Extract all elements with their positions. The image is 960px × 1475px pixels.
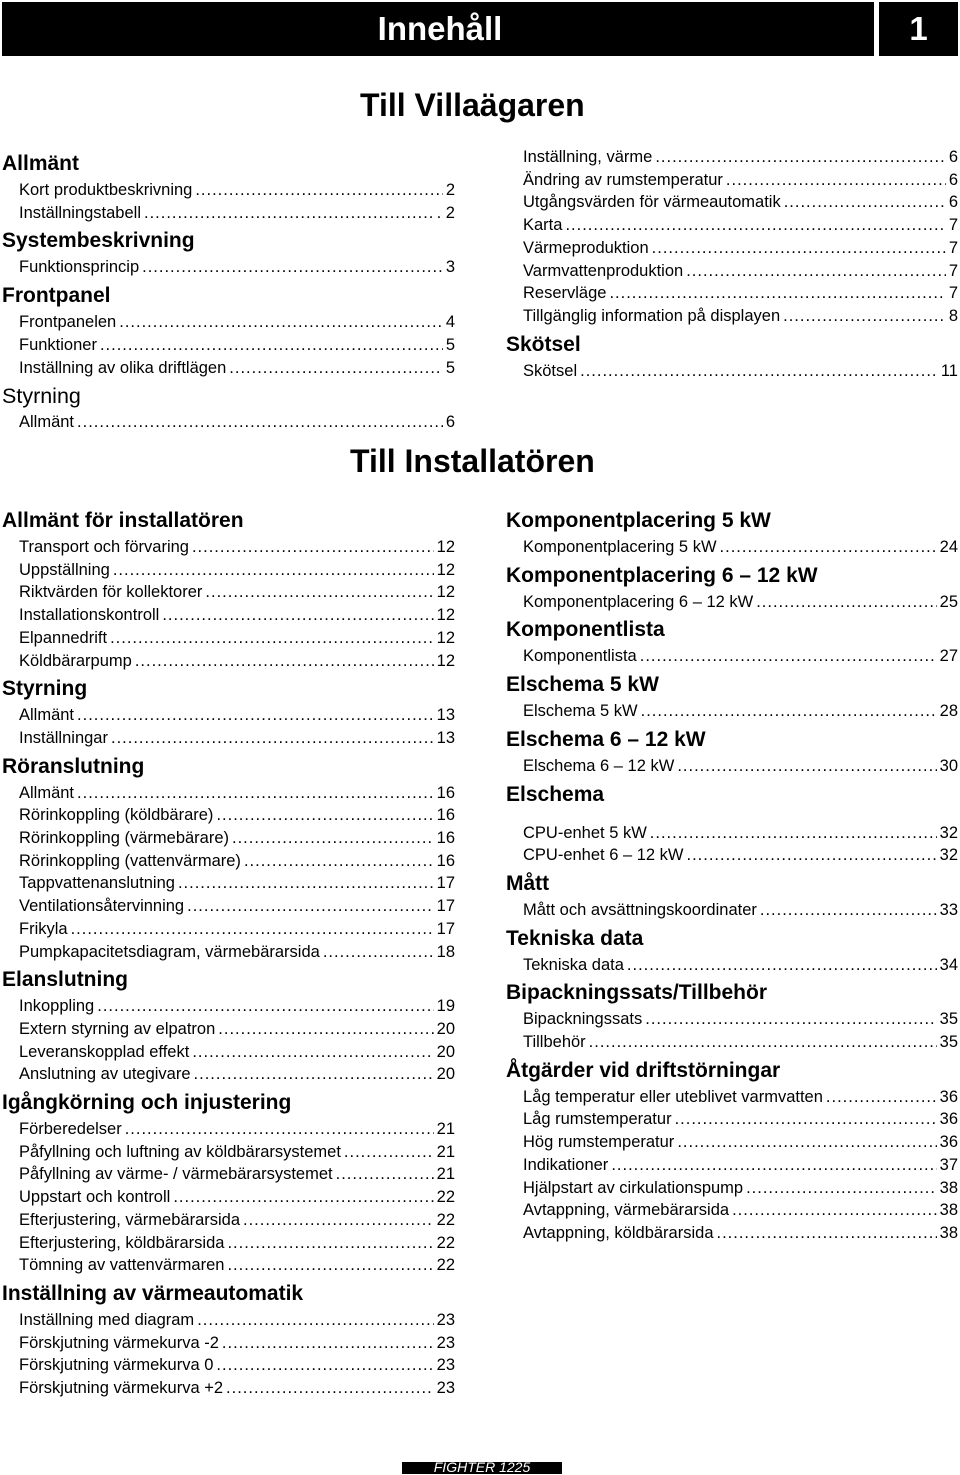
toc-entry[interactable] (2, 357, 455, 380)
toc-entry[interactable] (506, 1108, 958, 1131)
toc-entry[interactable] (2, 918, 455, 941)
toc-entry[interactable] (506, 1031, 958, 1054)
toc-entry-page: 12 (436, 606, 455, 625)
section-heading: Komponentplacering 6 – 12 kW (506, 563, 818, 587)
toc-entry-page: 35 (939, 1010, 958, 1029)
part-title-installer: Till Installatören (350, 443, 595, 479)
toc-entry-page: 7 (948, 261, 958, 280)
toc-entry[interactable] (506, 591, 958, 614)
toc-entry[interactable] (2, 256, 455, 279)
toc-entry[interactable] (2, 1232, 455, 1255)
toc-entry[interactable] (2, 411, 455, 434)
toc-entry-page: 5 (445, 335, 455, 354)
dot-leader (717, 1222, 937, 1245)
toc-entry[interactable] (506, 645, 958, 668)
dot-leader (229, 357, 443, 380)
toc-entry[interactable] (2, 850, 455, 873)
toc-entry-page: 22 (436, 1256, 455, 1275)
toc-entry-page: 6 (445, 413, 455, 432)
dot-leader (641, 700, 937, 723)
toc-entry-page: 36 (939, 1087, 958, 1106)
dot-leader (760, 899, 937, 922)
dot-leader (580, 360, 938, 383)
toc-entry-title: Funktionsprincip (19, 258, 140, 277)
part-title-homeowner: Till Villaägaren (360, 87, 585, 123)
toc-entry-page: 19 (436, 997, 455, 1016)
toc-entry[interactable] (2, 1063, 455, 1086)
toc-column-homeowner-right (506, 146, 958, 382)
dot-leader (216, 1354, 433, 1377)
toc-entry-page: 20 (436, 1065, 455, 1084)
toc-entry-title: Frikyla (19, 919, 68, 938)
toc-entry[interactable] (2, 202, 455, 225)
toc-entry-title: Uppstart och kontroll (19, 1188, 171, 1207)
toc-entry-page: 25 (939, 592, 958, 611)
toc-entry[interactable] (506, 1154, 958, 1177)
dot-leader (655, 146, 946, 169)
dot-leader (609, 282, 945, 305)
dot-leader (243, 1209, 434, 1232)
section-heading: Elschema 5 kW (506, 673, 659, 697)
dot-leader (111, 727, 434, 750)
toc-entry-page: 17 (436, 897, 455, 916)
toc-entry-title: Inställning av olika driftlägen (19, 358, 227, 377)
toc-entry[interactable] (2, 1163, 455, 1186)
toc-entry-title: Utgångsvärden för värmeautomatik (523, 193, 781, 212)
toc-entry[interactable] (2, 179, 455, 202)
toc-entry-title: Pumpkapacitetsdiagram, värmebärarsida (19, 942, 320, 961)
dot-leader (640, 645, 937, 668)
toc-entry-title: Förskjutning värmekurva +2 (19, 1379, 224, 1398)
toc-entry-title: Förberedelser (19, 1120, 122, 1139)
toc-entry-title: Köldbärarpump (19, 651, 132, 670)
toc-entry[interactable] (506, 260, 958, 283)
toc-entry-title: Tillbehör (523, 1033, 586, 1052)
dot-leader (187, 895, 434, 918)
toc-column-homeowner-left (2, 147, 455, 434)
toc-entry-title: Efterjustering, värmebärarsida (19, 1210, 241, 1229)
toc-entry-page: 32 (939, 846, 958, 865)
toc-entry[interactable] (2, 704, 455, 727)
dot-leader (113, 559, 434, 582)
dot-leader (783, 305, 946, 328)
dot-leader (232, 827, 434, 850)
toc-entry-page: 7 (948, 216, 958, 235)
section-heading: Elanslutning (2, 968, 128, 992)
toc-entry-title: Skötsel (523, 361, 578, 380)
toc-entry-title: Kort produktbeskrivning (19, 181, 193, 199)
toc-entry-page: 16 (436, 806, 455, 825)
toc-entry-title: Inställningstabell (19, 203, 141, 222)
toc-entry[interactable] (2, 1254, 455, 1277)
dot-leader (192, 536, 434, 559)
toc-entry[interactable] (2, 895, 455, 918)
page-number: 1 (909, 10, 928, 47)
toc-entry[interactable] (2, 559, 455, 582)
toc-column-installer-left (2, 504, 455, 1400)
dot-leader (323, 941, 434, 964)
toc-entry-page: 3 (445, 258, 455, 277)
toc-entry[interactable] (2, 804, 455, 827)
section-heading: Allmänt (2, 152, 80, 175)
toc-entry-title: Bipackningssats (523, 1010, 643, 1029)
toc-entry-title: Avtappning, köldbärarsida (523, 1223, 714, 1242)
toc-entry-page: 17 (436, 919, 455, 938)
dot-leader (100, 334, 443, 357)
toc-entry-page: 28 (939, 702, 958, 721)
toc-entry[interactable] (2, 311, 455, 334)
dot-leader (77, 782, 434, 805)
toc-entry[interactable] (506, 1131, 958, 1154)
toc-entry[interactable] (2, 727, 455, 750)
section-heading: Igångkörning och injustering (2, 1091, 292, 1115)
dot-leader (227, 1254, 433, 1277)
dot-leader (686, 260, 946, 283)
toc-entry-page: 38 (939, 1178, 958, 1197)
dot-leader (178, 872, 434, 895)
toc-entry-title: CPU-enhet 6 – 12 kW (523, 846, 684, 865)
toc-entry-title: Ventilationsåtervinning (19, 897, 185, 916)
dot-leader (205, 581, 433, 604)
toc-column-installer-right (506, 504, 958, 1245)
toc-entry-title: CPU-enhet 5 kW (523, 823, 647, 842)
toc-entry[interactable] (2, 782, 455, 805)
toc-entry-page: 18 (436, 942, 455, 961)
section-heading: Allmänt för installatören (2, 509, 244, 532)
dot-leader (218, 1018, 433, 1041)
toc-entry[interactable] (506, 899, 958, 922)
toc-entry-title: Mått och avsättningskoordinater (523, 900, 757, 919)
toc-entry-page: 23 (436, 1310, 455, 1329)
dot-leader (144, 202, 434, 225)
dot-leader (344, 1141, 434, 1164)
toc-entry[interactable] (2, 1377, 455, 1400)
toc-entry-page: 30 (939, 756, 958, 775)
toc-entry-page: 5 (445, 358, 455, 377)
section-heading: Frontpanel (2, 284, 111, 308)
toc-entry-page: 16 (436, 851, 455, 870)
toc-entry-title: Elschema 6 – 12 kW (523, 756, 675, 775)
toc-entry-title: Påfyllning och luftning av köldbärarsystemet (19, 1142, 341, 1161)
section-heading: Styrning (2, 677, 88, 701)
toc-entry[interactable] (2, 1354, 455, 1377)
toc-entry[interactable] (506, 844, 958, 867)
toc-entry-page: 21 (436, 1142, 455, 1161)
toc-entry[interactable] (506, 755, 958, 778)
toc-entry-page: 4 (445, 313, 455, 332)
toc-entry[interactable] (506, 282, 958, 305)
dot-leader (110, 627, 434, 650)
toc-entry-title: Inkoppling (19, 997, 95, 1016)
toc-entry[interactable] (506, 822, 958, 845)
toc-entry-title: Hjälpstart av cirkulationspump (523, 1178, 744, 1197)
toc-entry[interactable] (2, 627, 455, 650)
toc-entry[interactable] (506, 1199, 958, 1222)
toc-entry-title: Komponentplacering 6 – 12 kW (523, 592, 754, 611)
toc-entry-page: 27 (939, 647, 958, 666)
dot-leader (162, 604, 433, 627)
toc-entry-title: Frontpanelen (19, 313, 117, 332)
dot-leader (71, 918, 434, 941)
toc-entry-page: . 2 (436, 203, 455, 222)
toc-entry-page: 20 (436, 1042, 455, 1061)
dot-leader (173, 1186, 433, 1209)
toc-entry-page: 22 (436, 1233, 455, 1252)
toc-entry-title: Leveranskopplad effekt (19, 1042, 190, 1061)
toc-entry[interactable] (506, 169, 958, 192)
toc-entry-page: 37 (939, 1155, 958, 1174)
toc-entry-title: Indikationer (523, 1155, 609, 1174)
toc-entry-title: Extern styrning av elpatron (19, 1019, 216, 1038)
toc-entry-page: 12 (436, 560, 455, 579)
toc-entry[interactable] (506, 360, 958, 383)
toc-entry-page: 35 (939, 1033, 958, 1052)
dot-leader (194, 1063, 434, 1086)
toc-entry-title: Efterjustering, köldbärarsida (19, 1233, 225, 1252)
dot-leader (216, 804, 433, 827)
toc-entry-title: Låg rumstemperatur (523, 1110, 672, 1129)
toc-entry[interactable] (2, 581, 455, 604)
section-heading: Mått (506, 871, 550, 895)
section-heading: Åtgärder vid driftstörningar (506, 1058, 781, 1082)
toc-entry-title: Rörinkoppling (värmebärare) (19, 829, 230, 848)
section-heading: Systembeskrivning (2, 229, 195, 253)
toc-entry-page: 2 (445, 181, 455, 199)
toc-entry-page: 6 (948, 170, 958, 189)
toc-entry[interactable] (2, 1209, 455, 1232)
toc-entry-page: 38 (939, 1201, 958, 1220)
toc-entry-page: 12 (436, 651, 455, 670)
dot-leader (732, 1199, 937, 1222)
dot-leader (142, 256, 443, 279)
toc-entry-page: 23 (436, 1333, 455, 1352)
page-title: Innehåll (377, 10, 503, 47)
section-heading: Skötsel (506, 332, 581, 356)
toc-entry[interactable] (506, 1008, 958, 1031)
toc-entry-title: Elpannedrift (19, 628, 108, 647)
toc-entry-title: Uppställning (19, 560, 110, 579)
toc-entry-page: 36 (939, 1133, 958, 1152)
dot-leader (77, 411, 443, 434)
toc-entry-page: 23 (436, 1379, 455, 1398)
toc-entry-title: Allmänt (19, 783, 75, 802)
section-heading: Elschema 6 – 12 kW (506, 727, 706, 751)
toc-entry[interactable] (506, 1086, 958, 1109)
toc-entry[interactable] (2, 1141, 455, 1164)
toc-entry-title: Värmeproduktion (523, 238, 649, 257)
toc-entry[interactable] (506, 954, 958, 977)
toc-entry[interactable] (506, 237, 958, 260)
toc-entry-page: 13 (436, 706, 455, 725)
toc-entry[interactable] (506, 1177, 958, 1200)
toc-entry[interactable] (2, 1186, 455, 1209)
toc-entry-title: Förskjutning värmekurva -2 (19, 1333, 219, 1352)
dot-leader (720, 536, 937, 559)
dot-leader (784, 191, 946, 214)
footer-model: FIGHTER 1225 (433, 1459, 531, 1475)
section-heading: Röranslutning (2, 754, 145, 778)
toc-entry[interactable] (2, 1332, 455, 1355)
dot-leader (652, 237, 946, 260)
toc-entry-title: Rörinkoppling (köldbärare) (19, 806, 214, 825)
toc-entry-title: Riktvärden för kollektorer (19, 583, 203, 602)
dot-leader (97, 995, 433, 1018)
toc-entry[interactable] (2, 1309, 455, 1332)
toc-entry-page: 17 (436, 874, 455, 893)
toc-entry[interactable] (2, 995, 455, 1018)
toc-entry-title: Installationskontroll (19, 606, 160, 625)
toc-entry[interactable] (2, 827, 455, 850)
dot-leader (645, 1008, 936, 1031)
toc-entry-page: 36 (939, 1110, 958, 1129)
toc-entry-page: 20 (436, 1019, 455, 1038)
toc-entry[interactable] (506, 536, 958, 559)
dot-leader (677, 1131, 936, 1154)
toc-entry-page: 16 (436, 829, 455, 848)
toc-entry-title: Låg temperatur eller uteblivet varmvatten (523, 1087, 823, 1106)
toc-entry-title: Förskjutning värmekurva 0 (19, 1356, 214, 1375)
toc-entry-title: Tappvattenanslutning (19, 874, 175, 893)
dot-leader (336, 1163, 434, 1186)
dot-leader (195, 179, 442, 202)
dot-leader (192, 1041, 433, 1064)
toc-entry[interactable] (2, 604, 455, 627)
toc-entry-title: Inställning med diagram (19, 1310, 195, 1329)
toc-entry-page: 23 (436, 1356, 455, 1375)
toc-entry[interactable] (506, 305, 958, 328)
dot-leader (650, 822, 937, 845)
dot-leader (611, 1154, 936, 1177)
toc-entry[interactable] (506, 214, 958, 237)
section-heading: Elschema (506, 782, 605, 806)
toc-entry-page: 8 (948, 306, 958, 325)
toc-entry-page: 13 (436, 728, 455, 747)
dot-leader (197, 1309, 433, 1332)
toc-entry-title: Funktioner (19, 335, 97, 354)
toc-entry-page: 12 (436, 538, 455, 556)
toc-entry-page: 6 (948, 193, 958, 212)
dot-leader (589, 1031, 937, 1054)
dot-leader (746, 1177, 937, 1200)
toc-entry-title: Inställningar (19, 728, 108, 747)
dot-leader (244, 850, 434, 873)
toc-entry[interactable] (2, 1018, 455, 1041)
toc-entry-page: 7 (948, 238, 958, 257)
toc-entry-title: Karta (523, 216, 563, 235)
toc-entry-title: Komponentlista (523, 647, 637, 666)
dot-leader (125, 1118, 434, 1141)
section-heading: Bipackningssats/Tillbehör (506, 981, 768, 1005)
dot-leader (565, 214, 945, 237)
toc-entry-page: 22 (436, 1188, 455, 1207)
toc-entry[interactable] (506, 146, 958, 169)
toc-entry-title: Anslutning av utegivare (19, 1065, 191, 1084)
toc-entry[interactable] (2, 872, 455, 895)
dot-leader (756, 591, 936, 614)
toc-entry-page: 24 (939, 538, 958, 556)
toc-entry-page: 6 (948, 148, 958, 166)
toc-entry[interactable] (506, 700, 958, 723)
toc-entry-page: 7 (948, 284, 958, 303)
toc-entry-title: Komponentplacering 5 kW (523, 538, 717, 556)
toc-entry-page: 21 (436, 1165, 455, 1184)
toc-entry-title: Rörinkoppling (vattenvärmare) (19, 851, 241, 870)
dot-leader (226, 1377, 434, 1400)
dot-leader (677, 755, 936, 778)
toc-entry-page: 11 (940, 361, 958, 380)
toc-entry-title: Varmvattenproduktion (523, 261, 684, 280)
dot-leader (675, 1108, 937, 1131)
toc-entry-page: 38 (939, 1223, 958, 1242)
toc-entry[interactable] (2, 334, 455, 357)
toc-entry-page: 33 (939, 900, 958, 919)
toc-entry-title: Inställning, värme (523, 148, 653, 166)
dot-leader (227, 1232, 433, 1255)
section-heading: Tekniska data (506, 926, 644, 950)
toc-entry[interactable] (2, 1118, 455, 1141)
dot-leader (687, 844, 937, 867)
section-heading: Inställning av värmeautomatik (2, 1281, 304, 1305)
toc-entry-title: Påfyllning av värme- / värmebärarsystemet (19, 1165, 333, 1184)
toc-entry-title: Tekniska data (523, 955, 624, 974)
toc-entry-title: Reservläge (523, 284, 607, 303)
toc-entry-title: Transport och förvaring (19, 538, 189, 556)
toc-entry-title: Ändring av rumstemperatur (523, 170, 723, 189)
toc-entry-page: 21 (436, 1120, 455, 1139)
toc-entry-title: Allmänt (19, 413, 75, 432)
dot-leader (726, 169, 946, 192)
toc-entry-page: 12 (436, 583, 455, 602)
toc-entry-page: 22 (436, 1210, 455, 1229)
toc-entry[interactable] (2, 1041, 455, 1064)
toc-entry-page: 12 (436, 628, 455, 647)
toc-entry-title: Elschema 5 kW (523, 702, 638, 721)
dot-leader (826, 1086, 937, 1109)
dot-leader (77, 704, 434, 727)
toc-entry-page: 34 (939, 955, 958, 974)
dot-leader (627, 954, 937, 977)
dot-leader (135, 650, 434, 673)
toc-entry[interactable] (506, 191, 958, 214)
toc-entry[interactable] (2, 650, 455, 673)
toc-entry-title: Avtappning, värmebärarsida (523, 1201, 730, 1220)
toc-entry-title: Allmänt (19, 706, 75, 725)
toc-entry[interactable] (506, 1222, 958, 1245)
dot-leader (222, 1332, 434, 1355)
toc-entry-title: Hög rumstemperatur (523, 1133, 675, 1152)
toc-entry-page: 16 (436, 783, 455, 802)
toc-entry-title: Tillgänglig information på displayen (523, 306, 781, 325)
toc-entry-page: 32 (939, 823, 958, 842)
dot-leader (119, 311, 443, 334)
section-heading: Komponentplacering 5 kW (506, 509, 771, 532)
section-heading: Komponentlista (506, 618, 665, 642)
toc-entry[interactable] (2, 941, 455, 964)
toc-entry-title: Tömning av vattenvärmaren (19, 1256, 225, 1275)
toc-entry[interactable] (2, 536, 455, 559)
section-heading: Styrning (2, 384, 81, 409)
